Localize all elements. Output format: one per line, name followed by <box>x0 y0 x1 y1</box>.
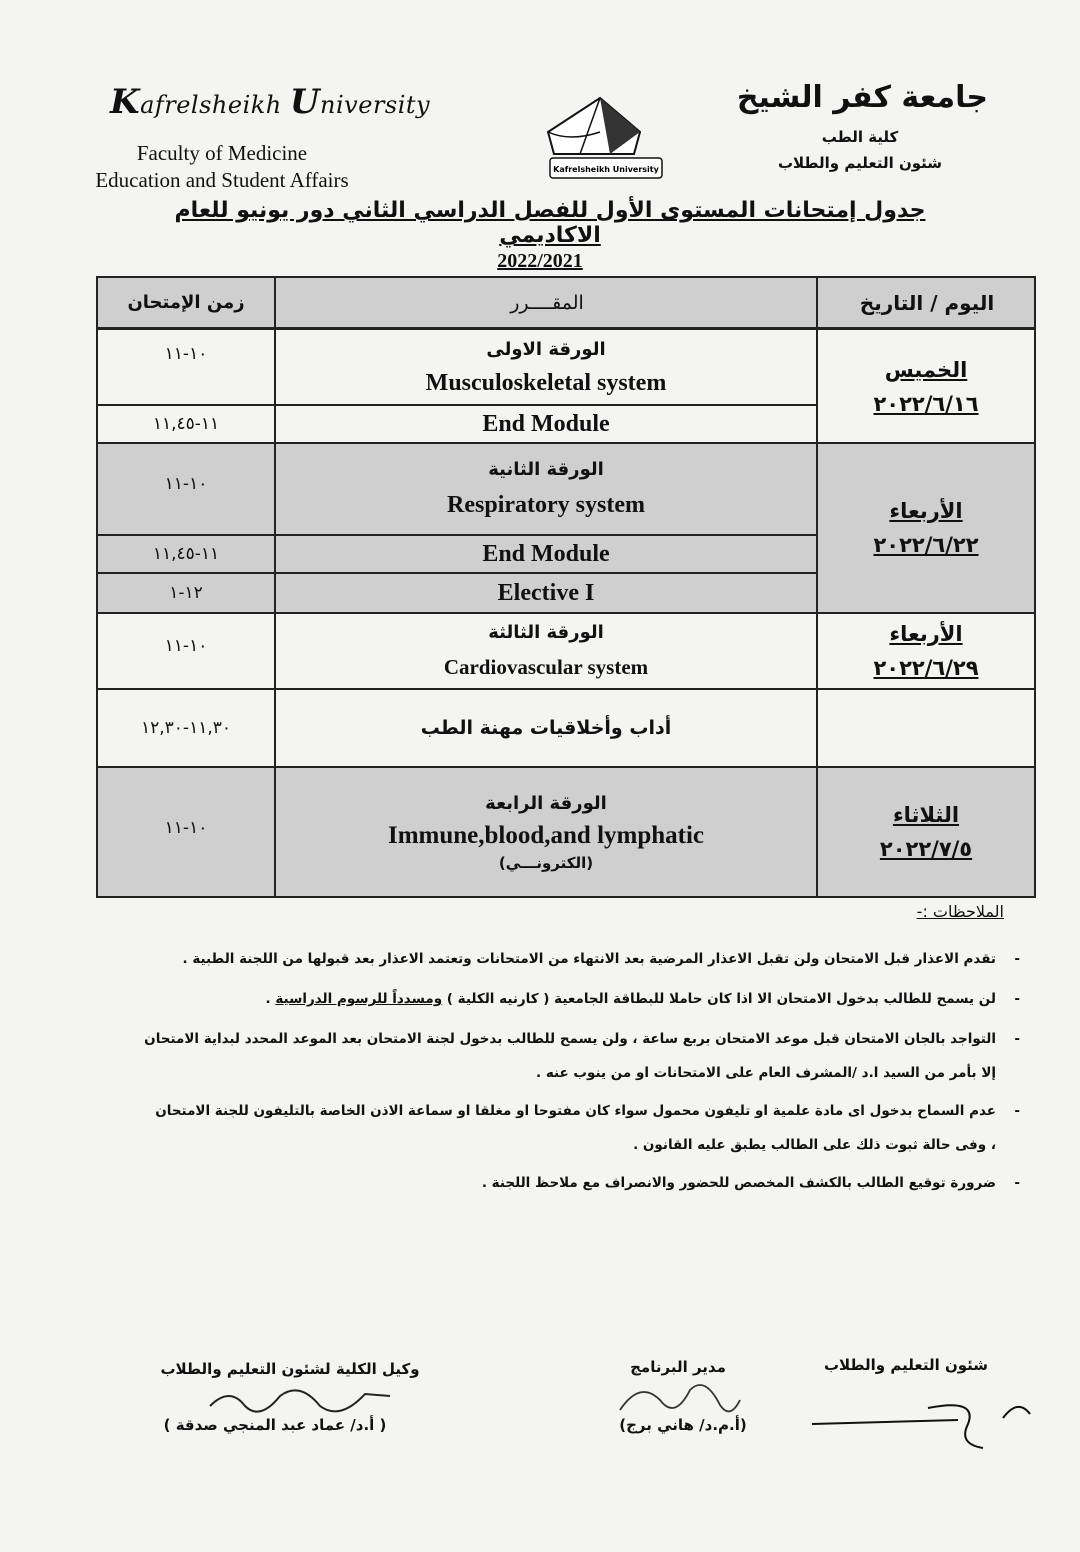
header-day: اليوم / التاريخ <box>859 290 995 315</box>
exam-time: ١٠-١١ <box>164 474 208 494</box>
vice-dean-name: ( أ.د/ عماد عبد المنجي صدقة ) <box>163 1416 387 1434</box>
paper-label: الورقة الاولى <box>486 339 606 360</box>
day-name: الأربعاء <box>889 499 963 523</box>
faculty-block-en <box>52 140 392 194</box>
course-cell <box>276 332 816 404</box>
exam-time: ١٠-١١ <box>164 344 208 364</box>
course-cell <box>276 614 816 688</box>
exam-date: ٢٠٢٢/٦/٢٩ <box>873 656 979 680</box>
day-name: الأربعاء <box>889 622 963 646</box>
university-name-ar: جامعة كفر الشيخ <box>736 80 988 115</box>
paper-label: الورقة الرابعة <box>485 792 607 814</box>
exam-time: ١١-١١,٤٥ <box>152 414 220 434</box>
course-name: Musculoskeletal system <box>425 370 667 396</box>
university-logo <box>540 92 670 182</box>
day-name: الخميس <box>884 358 968 382</box>
faculty-block-ar <box>760 124 960 176</box>
exam-time: ١٠-١١ <box>164 636 208 656</box>
header-course: المقــــرر <box>510 291 584 314</box>
logo-text: Kafrelsheikh University <box>553 165 659 174</box>
day-cell <box>818 768 1034 896</box>
day-name: الثلاثاء <box>892 803 960 827</box>
course-note: (الكترونـــي) <box>498 853 594 872</box>
exam-date: ٢٠٢٢/٦/١٦ <box>873 392 979 416</box>
university-name-en: Kafrelsheikh University <box>110 82 431 122</box>
day-cell <box>818 614 1034 688</box>
note-item: - التواجد بالجان الامتحان قبل موعد الامتحان بربع ساعة ، ولن يسمح للطالب بدخول لجنة الامتحان بعد الموعد المحدد لبداية الامتحان إلا بأمر من السيد ا.د /المشرف العام على الامتحانات او من ينوب عنه . <box>144 1031 1020 1081</box>
course-name: Immune,blood,and lymphatic <box>387 821 705 849</box>
affairs-name-en: Education and Student Affairs <box>95 168 349 192</box>
note-item: - تقدم الاعذار قبل الامتحان ولن تقبل الاعذار المرضية بعد الانتهاء من الامتحانات وتعتمد الاعذار بعد قبولها من اللجنة الطبية . <box>182 951 1020 967</box>
course-name: End Module <box>482 410 610 437</box>
header-time: زمن الإمتحان <box>127 292 245 313</box>
academic-year: 2022/2021 <box>497 250 583 272</box>
note-item: - ضرورة توقيع الطالب بالكشف المخصص للحضور والانصراف مع ملاحظ اللجنة . <box>481 1175 1020 1191</box>
table-header-row <box>98 278 1034 330</box>
note-item: - لن يسمح للطالب بدخول الامتحان الا اذا كان حاملا للبطاقة الجامعية ( كارنيه الكلية ) ومسدداً للرسوم الدراسية . <box>265 991 1020 1007</box>
signature-mark <box>808 1388 1038 1458</box>
director-title: مدير البرنامج <box>630 1358 726 1376</box>
day-cell <box>818 332 1034 442</box>
exam-date: ٢٠٢٢/٦/٢٢ <box>873 533 979 557</box>
vice-dean-title: وكيل الكلية لشئون التعليم والطلاب <box>160 1360 420 1378</box>
course-name: Respiratory system <box>447 492 645 518</box>
exam-date: ٢٠٢٢/٧/٥ <box>879 837 973 861</box>
paper-label: الورقة الثانية <box>488 459 604 480</box>
affairs-signature-title: شئون التعليم والطلاب <box>823 1356 989 1374</box>
notes-title: الملاحظات :- <box>916 902 1004 921</box>
exam-time: ١١-١١,٤٥ <box>152 544 220 564</box>
course-name: End Module <box>482 540 610 567</box>
course-cell <box>276 444 816 534</box>
note-item: - عدم السماح بدخول اى مادة علمية او تليفون محمول سواء كان مفتوحا او مغلقا او سماعة الاذن الخاصة بالتليفون للجنة الامتحان ، وفى حالة ثبوت ذلك على الطالب يطبق عليه القانون . <box>155 1103 1020 1153</box>
affairs-name-ar: شئون التعليم والطلاب <box>777 154 943 172</box>
course-name: Cardiovascular system <box>443 655 649 679</box>
course-cell <box>276 768 816 896</box>
course-name: Elective I <box>497 579 595 606</box>
exam-time: ١٠-١١ <box>164 818 208 838</box>
page-title: جدول إمتحانات المستوى الأول للفصل الدراسي الثاني دور يونيو للعام الاكاديمي <box>174 198 926 248</box>
exam-schedule-table <box>96 276 1036 898</box>
exam-time: ١١,٣٠-١٢,٣٠ <box>140 718 231 738</box>
director-name: (أ.م.د/ هاني برج) <box>619 1416 747 1434</box>
exam-time: ١٢-١ <box>169 583 203 603</box>
day-cell <box>818 444 1034 612</box>
faculty-name-en: Faculty of Medicine <box>136 141 308 165</box>
course-name: أداب وأخلاقيات مهنة الطب <box>420 717 672 739</box>
faculty-name-ar: كلية الطب <box>821 128 899 146</box>
paper-label: الورقة الثالثة <box>488 622 604 643</box>
